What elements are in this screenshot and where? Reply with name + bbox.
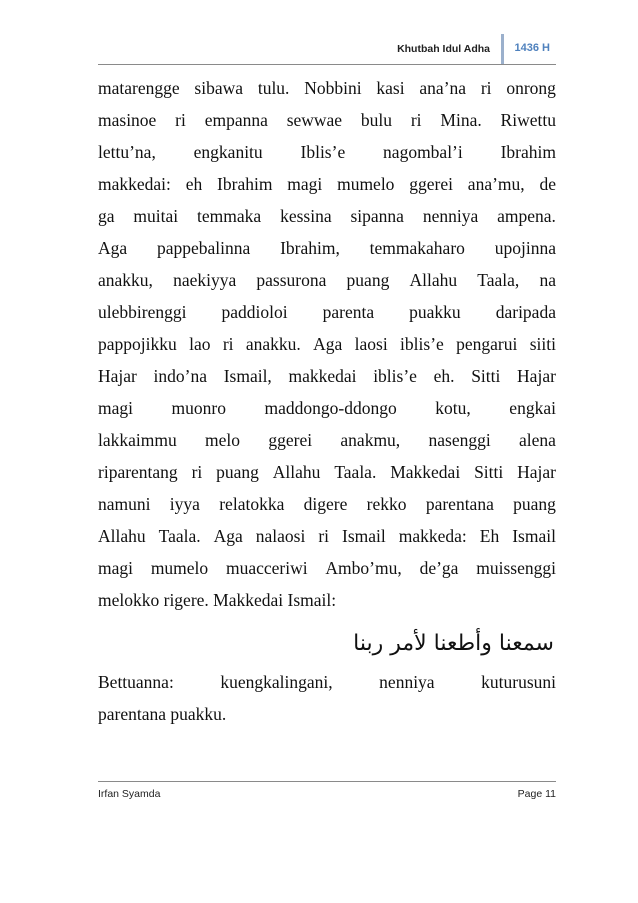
- word: maddongo-ddongo: [264, 398, 397, 418]
- word: indo’na: [153, 366, 208, 386]
- word: nagombal’i: [383, 142, 463, 162]
- word: bulu: [360, 110, 393, 130]
- word: Allahu: [409, 270, 458, 290]
- footer-author: Irfan Syamda: [98, 788, 161, 800]
- word: ggerei: [268, 430, 313, 450]
- text-line: parentana puakku.: [98, 704, 227, 724]
- word: ri: [318, 526, 330, 546]
- word: sibawa: [194, 78, 244, 98]
- word: puang: [216, 462, 259, 482]
- word: kasi: [376, 78, 405, 98]
- word: engkanitu: [193, 142, 263, 162]
- header-title: Khutbah Idul Adha: [397, 43, 490, 55]
- word: Ismail: [342, 526, 386, 546]
- word: de: [539, 174, 556, 194]
- word: pappojikku: [98, 334, 177, 354]
- word: Bettuanna:: [98, 672, 174, 692]
- word: digere: [303, 494, 348, 514]
- word: eh.: [433, 366, 455, 386]
- word: puang: [346, 270, 390, 290]
- word: magi: [98, 558, 133, 578]
- word: Nobbini: [304, 78, 362, 98]
- word: nalaosi: [255, 526, 306, 546]
- word: magi: [287, 174, 323, 194]
- text-line: [98, 232, 556, 264]
- word: muacceriwi: [225, 558, 308, 578]
- word: Sitti: [474, 462, 504, 482]
- word: Taala,: [477, 270, 520, 290]
- text-line: [98, 552, 556, 584]
- word: kotu,: [435, 398, 471, 418]
- word: sewwae: [286, 110, 343, 130]
- word: kessina: [280, 206, 332, 226]
- word: temmakaharo: [369, 238, 465, 258]
- word: muissenggi: [476, 558, 556, 578]
- word: na: [539, 270, 556, 290]
- word: eh: [185, 174, 203, 194]
- text-line: [98, 104, 556, 136]
- word: pappebalinna: [156, 238, 251, 258]
- word: alena: [519, 430, 556, 450]
- word: nenniya: [422, 206, 479, 226]
- text-line: [98, 520, 556, 552]
- word: parentana: [425, 494, 494, 514]
- word: nenniya: [379, 672, 435, 692]
- word: temmaka: [197, 206, 262, 226]
- word: muonro: [171, 398, 226, 418]
- word: ana’mu,: [467, 174, 525, 194]
- word: matarengge: [98, 78, 180, 98]
- word: anakmu,: [340, 430, 401, 450]
- word: tulu.: [257, 78, 290, 98]
- text-line: [98, 264, 556, 296]
- body-text: [98, 72, 556, 730]
- text-line: [98, 136, 556, 168]
- text-line: [98, 168, 556, 200]
- word: Taala.: [158, 526, 201, 546]
- word: relatokka: [219, 494, 285, 514]
- word: mumelo: [150, 558, 209, 578]
- word: iblis’e: [400, 334, 444, 354]
- word: Ibrahim: [500, 142, 556, 162]
- text-line: [98, 392, 556, 424]
- word: makkedai:: [98, 174, 171, 194]
- word: anakku,: [98, 270, 153, 290]
- word: naekiyya: [173, 270, 237, 290]
- text-line: [98, 360, 556, 392]
- word: daripada: [495, 302, 556, 322]
- word: Hajar: [517, 366, 556, 386]
- page-header: [98, 34, 556, 65]
- word: empanna: [204, 110, 268, 130]
- word: Ismail,: [223, 366, 272, 386]
- word: Sitti: [471, 366, 501, 386]
- word: paddioloi: [221, 302, 288, 322]
- word: upojinna: [494, 238, 556, 258]
- word: puang: [513, 494, 556, 514]
- word: makkedai: [288, 366, 357, 386]
- word: passurona: [256, 270, 327, 290]
- word: Aga: [213, 526, 243, 546]
- word: Aga: [313, 334, 343, 354]
- word: puakku: [409, 302, 461, 322]
- word: magi: [98, 398, 133, 418]
- text-line: [98, 296, 556, 328]
- word: rekko: [366, 494, 407, 514]
- word: kuturusuni: [481, 672, 556, 692]
- header-separator: [501, 34, 504, 64]
- word: iblis’e: [373, 366, 417, 386]
- paragraph-lines: [98, 72, 556, 584]
- word: onrong: [506, 78, 556, 98]
- text-line: [98, 200, 556, 232]
- word: makkeda:: [398, 526, 467, 546]
- word: Ibrahim: [217, 174, 273, 194]
- word: nasenggi: [428, 430, 491, 450]
- word: muitai: [133, 206, 179, 226]
- word: Ismail: [512, 526, 556, 546]
- word: sipanna: [350, 206, 404, 226]
- text-line: [98, 328, 556, 360]
- word: masinoe: [98, 110, 157, 130]
- footer-page-number: Page 11: [517, 788, 556, 800]
- word: Hajar: [517, 462, 556, 482]
- word: lakkaimmu: [98, 430, 177, 450]
- word: ri: [480, 78, 492, 98]
- word: melo: [205, 430, 241, 450]
- word: Mina.: [440, 110, 482, 130]
- word: Riwettu: [500, 110, 556, 130]
- word: anakku.: [245, 334, 301, 354]
- word: Makkedai: [390, 462, 461, 482]
- page-footer: [98, 781, 556, 806]
- word: laosi: [354, 334, 388, 354]
- word: siiti: [529, 334, 556, 354]
- word: ana’na: [419, 78, 467, 98]
- word: namuni: [98, 494, 151, 514]
- word: ampena.: [497, 206, 556, 226]
- word: lettu’na,: [98, 142, 156, 162]
- word: Aga: [98, 238, 128, 258]
- text-line: [98, 488, 556, 520]
- word: Iblis’e: [300, 142, 346, 162]
- text-line: [98, 456, 556, 488]
- word: riparentang: [98, 462, 178, 482]
- word: Eh: [479, 526, 500, 546]
- word: ri: [175, 110, 186, 130]
- word: parenta: [322, 302, 375, 322]
- word: pengarui: [456, 334, 518, 354]
- word: mumelo: [337, 174, 395, 194]
- word: ga: [98, 206, 115, 226]
- word: kuengkalingani,: [220, 672, 333, 692]
- word: ggerei: [409, 174, 453, 194]
- word: ulebbirenggi: [98, 302, 187, 322]
- arabic-verse: سمعنا وأطعنا لأمر ربنا: [353, 631, 554, 656]
- word: iyya: [169, 494, 200, 514]
- word: lao: [189, 334, 211, 354]
- word: Hajar: [98, 366, 137, 386]
- word: ri: [410, 110, 422, 130]
- word: Ibrahim,: [280, 238, 340, 258]
- word: Allahu: [272, 462, 321, 482]
- text-line: [98, 666, 556, 698]
- word: Allahu: [98, 526, 146, 546]
- word: ri: [191, 462, 203, 482]
- header-year: 1436 H: [514, 42, 550, 54]
- word: engkai: [509, 398, 556, 418]
- word: Taala.: [334, 462, 377, 482]
- word: de’ga: [419, 558, 459, 578]
- text-line: melokko rigere. Makkedai Ismail:: [98, 590, 337, 610]
- word: ri: [222, 334, 234, 354]
- word: Ambo’mu,: [325, 558, 402, 578]
- text-line: [98, 424, 556, 456]
- text-line: [98, 72, 556, 104]
